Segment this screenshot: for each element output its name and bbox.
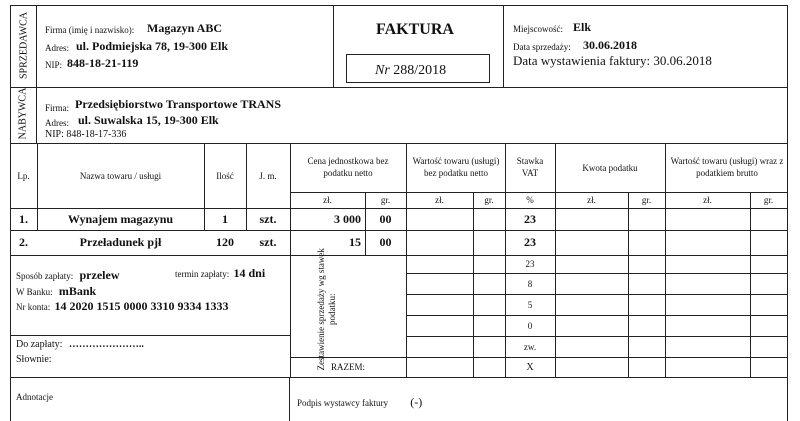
subheader-vat-pct: % (526, 195, 534, 205)
to-pay-label: Do zapłaty: (16, 339, 63, 350)
signature-row (297, 396, 422, 410)
item-qty: 120 (216, 235, 234, 249)
subheader-price-gr: gr. (380, 195, 391, 205)
item-vat: 23 (524, 235, 536, 249)
to-pay-dots: ………………….. (68, 339, 144, 350)
razem-label: RAZEM: (330, 362, 365, 372)
vat-summary-0: 0 (527, 320, 533, 331)
item-unit: szt. (259, 211, 277, 226)
payment-method-value: przelew (79, 268, 120, 282)
payment-term-label: termin zapłaty: (175, 269, 230, 279)
seller-nip-label: NIP: (45, 60, 63, 70)
header-net-price: Cena jednostkowa bez podatku netto (307, 155, 389, 178)
words-label: Słownie: (16, 354, 52, 365)
subheader-gross-zl: zł. (703, 195, 712, 205)
to-pay-row (16, 339, 144, 351)
summary-vertical-text: Zestawienie sprzedaży wg stawek podatku: (315, 248, 337, 371)
subheader-price-zl: zł. (323, 195, 332, 205)
issue-date: Data wystawienia faktury: 30.06.2018 (513, 53, 712, 68)
buyer-address-value: ul. Suwalska 15, 19-300 Elk (78, 113, 219, 127)
invoice-title: FAKTURA (376, 21, 454, 38)
payment-term-value: 14 dni (233, 266, 266, 280)
invoice-number-value: 288/2018 (393, 63, 447, 78)
bank-label: W Banku: (16, 287, 53, 297)
item-price-zl: 3 000 (334, 211, 361, 226)
item-vat: 23 (524, 211, 536, 226)
summary-vertical-label (316, 244, 339, 374)
buyer-side-label: NABYWCA (17, 87, 29, 140)
account-row (16, 300, 229, 314)
header-tax-amount: Kwota podatku (582, 162, 638, 173)
notes-label: Adnotacje (16, 392, 53, 402)
item-qty: 1 (222, 211, 228, 226)
payment-term-row (175, 267, 265, 281)
seller-firm-label: Firma (imię i nazwisko): (45, 25, 135, 35)
subheader-value-gr: gr. (484, 195, 494, 205)
account-label: Nr konta: (16, 302, 51, 312)
account-value: 14 2020 1515 0000 3310 9334 1333 (54, 299, 229, 313)
subheader-value-zl: zł. (435, 195, 444, 205)
subheader-gross-gr: gr. (763, 195, 774, 205)
vat-summary-x: X (526, 361, 534, 373)
item-name: Przeładunek pjł (79, 235, 162, 249)
invoice-number (375, 63, 446, 79)
bank-value: mBank (58, 284, 97, 298)
item-name: Wynajem magazynu (67, 211, 174, 226)
vat-summary-5: 5 (527, 299, 533, 310)
seller-nip-value: 848-18-21-119 (67, 56, 139, 70)
payment-method-row (16, 269, 119, 283)
item-price-zl: 15 (349, 235, 361, 249)
header-gross-value: Wartość towaru (usługi) wraz z podatkiem brutto (670, 156, 784, 178)
seller-side-label: SPRZEDAWCA (18, 12, 30, 79)
item-price-gr: 00 (379, 211, 392, 226)
header-name: Nazwa towaru / usługi (79, 170, 162, 181)
vat-summary-23: 23 (525, 259, 535, 269)
buyer-address-label: Adres: (45, 118, 69, 128)
place-value: Elk (573, 20, 592, 34)
subheader-tax-gr: gr. (641, 195, 652, 205)
vat-summary-zw: zw. (523, 341, 537, 352)
table-row: 1. (19, 211, 28, 226)
item-price-gr: 00 (379, 235, 392, 249)
header-lp: Lp. (17, 170, 30, 181)
bank-row (16, 285, 96, 299)
sale-date-value: 30.06.2018 (583, 38, 637, 52)
table-row: 2. (19, 235, 28, 249)
item-unit: szt. (259, 235, 277, 249)
vat-summary-8: 8 (527, 278, 533, 289)
seller-address-label: Adres: (45, 43, 69, 53)
header-unit: J. m. (259, 170, 277, 181)
seller-firm-value: Magazyn ABC (147, 21, 222, 35)
header-vat-rate: Stawka VAT (516, 155, 544, 178)
buyer-firm-label: Firma: (45, 103, 69, 113)
buyer-firm-value: Przedsiębiorstwo Transportowe TRANS (75, 97, 281, 111)
signature-label: Podpis wystawcy faktury (297, 398, 388, 408)
seller-address-value: ul. Podmiejska 78, 19-300 Elk (76, 39, 229, 53)
invoice-number-label: Nr (375, 63, 390, 78)
signature-value: (-) (410, 395, 423, 409)
header-net-value: Wartość towaru (usługi) bez podatku netto (412, 155, 500, 178)
header-qty: Ilość (216, 170, 234, 181)
payment-method-label: Sposób zapłaty: (16, 271, 74, 281)
place-label: Miejscowość: (513, 24, 563, 34)
buyer-nip: NIP: 848-18-17-336 (45, 129, 127, 140)
sale-date-label: Data sprzedaży: (513, 42, 571, 52)
subheader-tax-zl: zł. (587, 195, 596, 205)
